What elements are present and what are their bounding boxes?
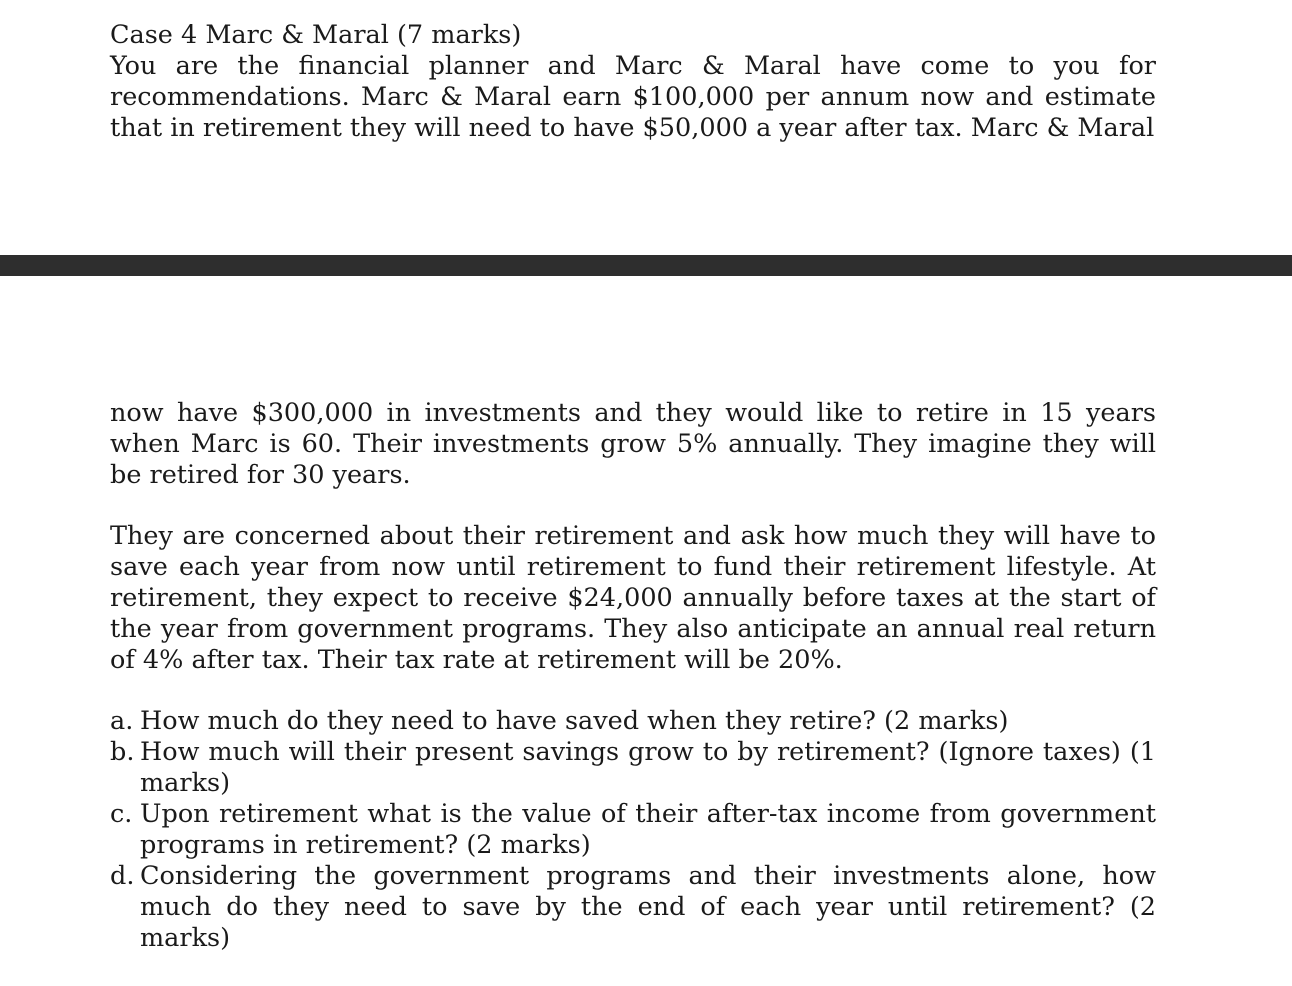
- question-text: How much will their present savings grow to by retirement? (Ignore taxes) (1 marks): [140, 737, 1156, 798]
- case-header-section: [110, 20, 1156, 144]
- question-letter: a.: [110, 706, 134, 736]
- question-text: How much do they need to have saved when they retire? (2 marks): [140, 706, 1009, 736]
- question-letter: b.: [110, 737, 135, 767]
- question-letter: d.: [110, 861, 135, 891]
- question-text: Upon retirement what is the value of their after-tax income from government programs in retirement? (2 marks): [140, 799, 1156, 860]
- question-item: [110, 799, 1156, 861]
- question-item: [110, 737, 1156, 799]
- case-body-section: [110, 398, 1156, 954]
- question-item: [110, 706, 1156, 737]
- question-letter: c.: [110, 799, 133, 829]
- concern-paragraph: They are concerned about their retirement and ask how much they will have to save each year from now until retirement to fund their retirement lifestyle. At retirement, they expect to receive $24,000 annually before taxes at the start of the year from government programs. They also anticipate an annual real return of 4% after tax. Their tax rate at retirement will be 20%.: [110, 521, 1156, 675]
- intro-paragraph-part2: now have $300,000 in investments and they would like to retire in 15 years when Marc is 60. Their investments grow 5% annually. They imagine they will be retired for 30 years.: [110, 398, 1156, 490]
- question-item: [110, 861, 1156, 954]
- case-title: Case 4 Marc & Maral (7 marks): [110, 20, 522, 50]
- intro-paragraph-part1: You are the financial planner and Marc & Maral have come to you for recommendations. Marc & Maral earn $100,000 per annum now and estimate that in retirement they will need to have $50,000 a year after tax. Marc & Maral: [110, 51, 1156, 143]
- page-break-divider: [0, 255, 1292, 276]
- question-text: Considering the government programs and their investments alone, how much do they need to save by the end of each year until retirement? (2 marks): [140, 861, 1156, 953]
- question-list: [110, 706, 1156, 954]
